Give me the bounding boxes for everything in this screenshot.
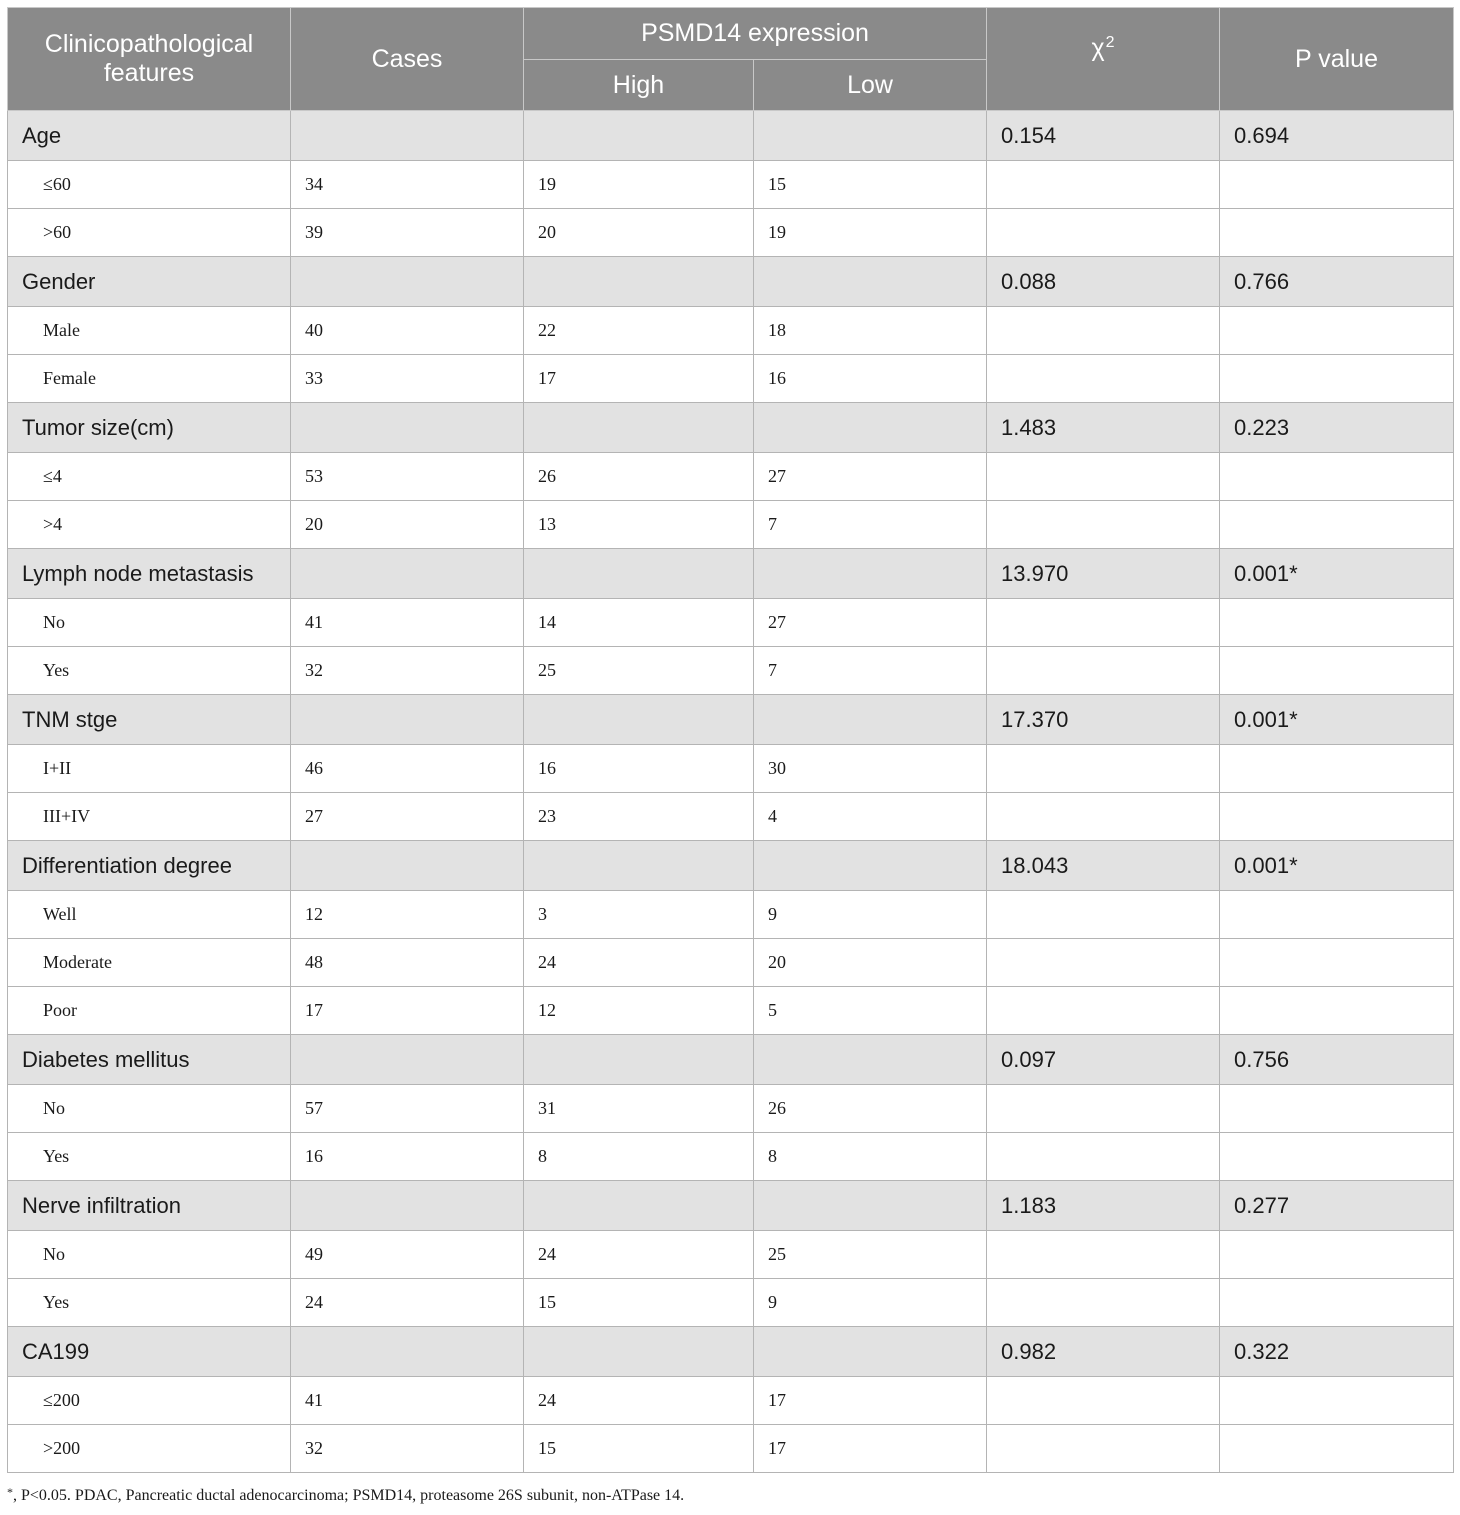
group-label: Gender	[8, 257, 291, 307]
group-row	[8, 1181, 1454, 1231]
row-high: 3	[524, 891, 754, 939]
row-cases: 48	[291, 939, 524, 987]
group-label: Nerve infiltration	[8, 1181, 291, 1231]
table-row	[8, 745, 1454, 793]
row-cases: 12	[291, 891, 524, 939]
row-high: 8	[524, 1133, 754, 1181]
row-high: 26	[524, 453, 754, 501]
header-row-1	[8, 8, 1454, 60]
group-cases	[291, 1327, 524, 1377]
row-low: 19	[754, 209, 987, 257]
group-low	[754, 257, 987, 307]
row-chi2	[987, 209, 1220, 257]
row-chi2	[987, 1231, 1220, 1279]
row-cases: 16	[291, 1133, 524, 1181]
header-expression: PSMD14 expression	[524, 8, 987, 60]
group-high	[524, 1327, 754, 1377]
row-cases: 20	[291, 501, 524, 549]
group-low	[754, 1327, 987, 1377]
group-label: Tumor size(cm)	[8, 403, 291, 453]
row-p-value	[1220, 793, 1454, 841]
data-table-container	[7, 7, 1453, 1473]
row-cases: 53	[291, 453, 524, 501]
row-low: 9	[754, 1279, 987, 1327]
row-label: Female	[8, 355, 291, 403]
group-low	[754, 1035, 987, 1085]
row-p-value	[1220, 987, 1454, 1035]
row-high: 13	[524, 501, 754, 549]
row-cases: 39	[291, 209, 524, 257]
group-chi2: 0.154	[987, 111, 1220, 161]
row-p-value	[1220, 453, 1454, 501]
group-label: Lymph node metastasis	[8, 549, 291, 599]
row-high: 14	[524, 599, 754, 647]
row-label: >60	[8, 209, 291, 257]
row-cases: 49	[291, 1231, 524, 1279]
row-cases: 41	[291, 1377, 524, 1425]
row-label: Well	[8, 891, 291, 939]
row-p-value	[1220, 891, 1454, 939]
row-high: 20	[524, 209, 754, 257]
row-high: 19	[524, 161, 754, 209]
row-cases: 41	[291, 599, 524, 647]
row-high: 25	[524, 647, 754, 695]
row-low: 26	[754, 1085, 987, 1133]
group-high	[524, 403, 754, 453]
group-cases	[291, 695, 524, 745]
group-label: Differentiation degree	[8, 841, 291, 891]
table-row	[8, 599, 1454, 647]
clinicopathological-table	[7, 7, 1454, 1473]
table-row	[8, 939, 1454, 987]
row-p-value	[1220, 501, 1454, 549]
row-high: 17	[524, 355, 754, 403]
row-chi2	[987, 939, 1220, 987]
group-row	[8, 1035, 1454, 1085]
group-chi2: 18.043	[987, 841, 1220, 891]
row-cases: 33	[291, 355, 524, 403]
row-chi2	[987, 161, 1220, 209]
group-high	[524, 841, 754, 891]
group-label: TNM stge	[8, 695, 291, 745]
table-row	[8, 1279, 1454, 1327]
group-high	[524, 549, 754, 599]
group-low	[754, 111, 987, 161]
table-row	[8, 1425, 1454, 1473]
row-chi2	[987, 453, 1220, 501]
table-row	[8, 1085, 1454, 1133]
group-cases	[291, 1181, 524, 1231]
row-low: 5	[754, 987, 987, 1035]
row-label: I+II	[8, 745, 291, 793]
group-p-value: 0.766	[1220, 257, 1454, 307]
row-high: 23	[524, 793, 754, 841]
row-cases: 17	[291, 987, 524, 1035]
row-chi2	[987, 501, 1220, 549]
row-label: No	[8, 1231, 291, 1279]
row-chi2	[987, 647, 1220, 695]
row-high: 15	[524, 1279, 754, 1327]
row-cases: 27	[291, 793, 524, 841]
row-p-value	[1220, 1377, 1454, 1425]
group-p-value: 0.694	[1220, 111, 1454, 161]
row-p-value	[1220, 1279, 1454, 1327]
row-cases: 34	[291, 161, 524, 209]
row-label: >4	[8, 501, 291, 549]
row-low: 8	[754, 1133, 987, 1181]
row-label: ≤200	[8, 1377, 291, 1425]
row-high: 24	[524, 1231, 754, 1279]
group-high	[524, 257, 754, 307]
row-label: No	[8, 1085, 291, 1133]
row-label: Yes	[8, 1279, 291, 1327]
table-row	[8, 891, 1454, 939]
row-label: Moderate	[8, 939, 291, 987]
group-row	[8, 403, 1454, 453]
group-p-value: 0.001*	[1220, 549, 1454, 599]
table-row	[8, 453, 1454, 501]
group-chi2: 0.097	[987, 1035, 1220, 1085]
row-chi2	[987, 745, 1220, 793]
row-chi2	[987, 355, 1220, 403]
group-label: Age	[8, 111, 291, 161]
table-row	[8, 209, 1454, 257]
group-high	[524, 695, 754, 745]
table-row	[8, 161, 1454, 209]
group-label: CA199	[8, 1327, 291, 1377]
row-p-value	[1220, 1425, 1454, 1473]
row-chi2	[987, 1279, 1220, 1327]
row-p-value	[1220, 939, 1454, 987]
row-chi2	[987, 1425, 1220, 1473]
table-header	[8, 8, 1454, 111]
row-high: 24	[524, 1377, 754, 1425]
row-chi2	[987, 793, 1220, 841]
row-chi2	[987, 1133, 1220, 1181]
row-low: 18	[754, 307, 987, 355]
row-low: 17	[754, 1425, 987, 1473]
row-p-value	[1220, 599, 1454, 647]
group-cases	[291, 1035, 524, 1085]
group-p-value: 0.223	[1220, 403, 1454, 453]
row-label: ≤60	[8, 161, 291, 209]
table-row	[8, 501, 1454, 549]
row-chi2	[987, 891, 1220, 939]
row-p-value	[1220, 647, 1454, 695]
row-p-value	[1220, 209, 1454, 257]
row-label: Yes	[8, 647, 291, 695]
header-high: High	[524, 60, 754, 111]
row-p-value	[1220, 1133, 1454, 1181]
row-chi2	[987, 1377, 1220, 1425]
row-p-value	[1220, 1231, 1454, 1279]
row-high: 15	[524, 1425, 754, 1473]
row-low: 7	[754, 501, 987, 549]
footnote-asterisk: *	[7, 1485, 13, 1499]
group-chi2: 0.088	[987, 257, 1220, 307]
row-cases: 40	[291, 307, 524, 355]
row-low: 16	[754, 355, 987, 403]
group-chi2: 1.183	[987, 1181, 1220, 1231]
row-cases: 57	[291, 1085, 524, 1133]
table-footnote	[7, 1487, 684, 1505]
group-high	[524, 111, 754, 161]
table-row	[8, 307, 1454, 355]
group-chi2: 0.982	[987, 1327, 1220, 1377]
footnote-text: , P<0.05. PDAC, Pancreatic ductal adenocarcinoma; PSMD14, proteasome 26S subunit, non-ATPase 14.	[13, 1487, 685, 1504]
row-label: III+IV	[8, 793, 291, 841]
row-chi2	[987, 987, 1220, 1035]
row-low: 20	[754, 939, 987, 987]
group-low	[754, 549, 987, 599]
group-row	[8, 695, 1454, 745]
row-high: 16	[524, 745, 754, 793]
group-p-value: 0.322	[1220, 1327, 1454, 1377]
row-low: 25	[754, 1231, 987, 1279]
group-p-value: 0.756	[1220, 1035, 1454, 1085]
row-label: Male	[8, 307, 291, 355]
row-high: 22	[524, 307, 754, 355]
group-high	[524, 1035, 754, 1085]
row-label: No	[8, 599, 291, 647]
row-label: >200	[8, 1425, 291, 1473]
header-features: Clinicopathological features	[8, 8, 291, 111]
row-cases: 46	[291, 745, 524, 793]
group-label: Diabetes mellitus	[8, 1035, 291, 1085]
row-low: 15	[754, 161, 987, 209]
group-low	[754, 841, 987, 891]
row-label: Yes	[8, 1133, 291, 1181]
group-low	[754, 695, 987, 745]
table-row	[8, 793, 1454, 841]
group-row	[8, 111, 1454, 161]
row-low: 7	[754, 647, 987, 695]
group-p-value: 0.001*	[1220, 695, 1454, 745]
group-cases	[291, 257, 524, 307]
row-p-value	[1220, 307, 1454, 355]
row-p-value	[1220, 1085, 1454, 1133]
table-body	[8, 111, 1454, 1473]
group-p-value: 0.001*	[1220, 841, 1454, 891]
group-row	[8, 549, 1454, 599]
row-high: 12	[524, 987, 754, 1035]
row-p-value	[1220, 355, 1454, 403]
row-low: 9	[754, 891, 987, 939]
group-high	[524, 1181, 754, 1231]
group-chi2: 1.483	[987, 403, 1220, 453]
table-row	[8, 355, 1454, 403]
row-cases: 32	[291, 1425, 524, 1473]
table-row	[8, 1133, 1454, 1181]
header-chi-square	[987, 8, 1220, 111]
group-row	[8, 1327, 1454, 1377]
row-chi2	[987, 599, 1220, 647]
group-cases	[291, 111, 524, 161]
group-row	[8, 257, 1454, 307]
row-high: 31	[524, 1085, 754, 1133]
group-low	[754, 403, 987, 453]
row-high: 24	[524, 939, 754, 987]
row-low: 27	[754, 599, 987, 647]
row-cases: 32	[291, 647, 524, 695]
group-cases	[291, 403, 524, 453]
row-chi2	[987, 1085, 1220, 1133]
table-row	[8, 1377, 1454, 1425]
table-row	[8, 1231, 1454, 1279]
table-row	[8, 647, 1454, 695]
header-low: Low	[754, 60, 987, 111]
group-chi2: 17.370	[987, 695, 1220, 745]
chi-symbol: χ	[1091, 34, 1105, 62]
row-low: 27	[754, 453, 987, 501]
row-p-value	[1220, 161, 1454, 209]
header-cases: Cases	[291, 8, 524, 111]
group-cases	[291, 549, 524, 599]
header-p-value: P value	[1220, 8, 1454, 111]
row-p-value	[1220, 745, 1454, 793]
group-p-value: 0.277	[1220, 1181, 1454, 1231]
chi-superscript: 2	[1105, 34, 1115, 51]
row-low: 4	[754, 793, 987, 841]
row-low: 30	[754, 745, 987, 793]
row-low: 17	[754, 1377, 987, 1425]
row-chi2	[987, 307, 1220, 355]
group-chi2: 13.970	[987, 549, 1220, 599]
table-row	[8, 987, 1454, 1035]
row-label: ≤4	[8, 453, 291, 501]
group-row	[8, 841, 1454, 891]
group-low	[754, 1181, 987, 1231]
row-label: Poor	[8, 987, 291, 1035]
group-cases	[291, 841, 524, 891]
row-cases: 24	[291, 1279, 524, 1327]
